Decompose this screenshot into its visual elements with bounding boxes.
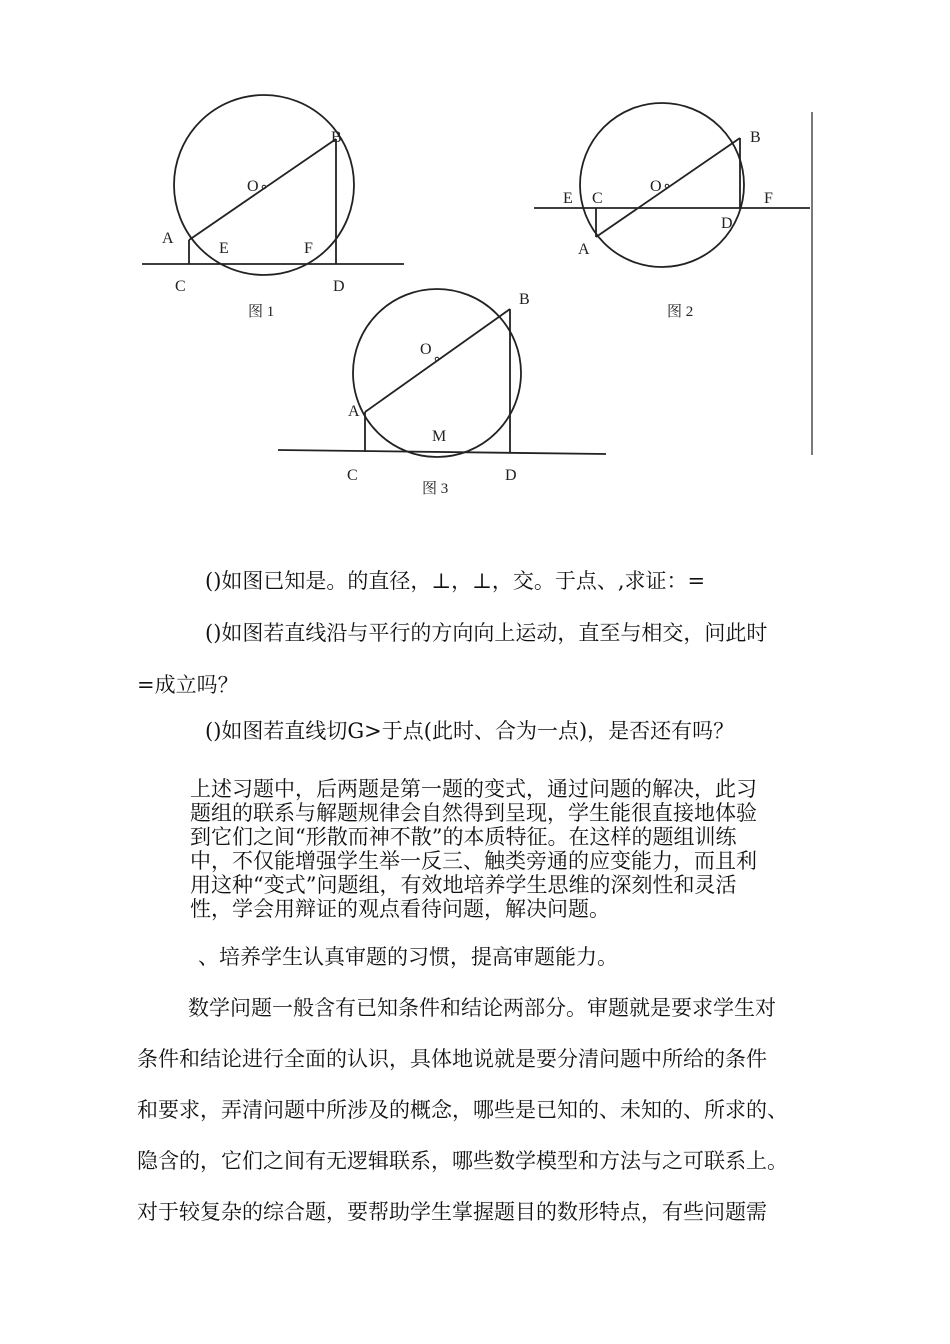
fig2-label-c: C xyxy=(592,190,603,207)
fig1-diameter-ab xyxy=(189,139,336,240)
question-2-line-2: =成立吗？ xyxy=(137,673,239,697)
commentary-line: 到它们之间“形散而神不散”的本质特征。在这样的题组训练 xyxy=(190,825,737,849)
fig2-label-o: O xyxy=(650,178,662,195)
commentary-paragraph xyxy=(190,777,757,921)
fig1-label-a: A xyxy=(162,230,174,247)
section-heading: 、培养学生认真审题的习惯，提高审题能力。 xyxy=(198,945,618,969)
fig1-label-o: O xyxy=(247,178,259,195)
fig3-label-a: A xyxy=(348,403,360,420)
fig2-label-d: D xyxy=(721,215,733,232)
commentary-line: 题组的联系与解题规律会自然得到呈现，学生能很直接地体验 xyxy=(190,801,757,825)
fig1-label-e: E xyxy=(219,240,229,257)
fig3-label-m: M xyxy=(432,428,447,445)
commentary-line: 用这种“变式”问题组，有效地培养学生思维的深刻性和灵活 xyxy=(190,873,737,897)
fig3-label-b: B xyxy=(519,291,530,308)
fig1-label-c: C xyxy=(175,278,186,295)
fig1-label-f: F xyxy=(304,240,313,257)
body-line-1: 数学问题一般含有已知条件和结论两部分。审题就是要求学生对 xyxy=(188,996,776,1020)
commentary-line: 上述习题中，后两题是第一题的变式，通过问题的解决，此习 xyxy=(190,777,757,801)
body-line-3: 和要求，弄清问题中所涉及的概念，哪些是已知的、未知的、所求的、 xyxy=(137,1098,788,1122)
fig3-tangent-line xyxy=(278,450,606,454)
fig3-label-o: O xyxy=(420,341,432,358)
commentary-line: 中，不仅能增强学生举一反三、触类旁通的应变能力，而且利 xyxy=(190,849,757,873)
commentary-line: 性，学会用辩证的观点看待问题，解决问题。 xyxy=(190,897,610,921)
body-line-5: 对于较复杂的综合题，要帮助学生掌握题目的数形特点，有些问题需 xyxy=(137,1200,767,1224)
body-line-4: 隐含的，它们之间有无逻辑联系，哪些数学模型和方法与之可联系上。 xyxy=(137,1149,788,1173)
question-1: ()如图已知是。的直径，⊥，⊥，交。于点、,求证：= xyxy=(205,569,706,593)
geometry-figures xyxy=(0,0,950,520)
fig2-caption: 图 2 xyxy=(667,304,694,320)
fig2-label-b: B xyxy=(750,129,761,146)
body-line-2: 条件和结论进行全面的认识，具体地说就是要分清问题中所给的条件 xyxy=(137,1047,767,1071)
fig3-caption: 图 3 xyxy=(422,481,449,497)
question-2-line-1: ()如图若直线沿与平行的方向向上运动，直至与相交，问此时 xyxy=(205,621,768,645)
fig2-label-e: E xyxy=(563,190,573,207)
question-3: ()如图若直线切G>于点(此时、合为一点)，是否还有吗？ xyxy=(205,719,735,743)
figure-2 xyxy=(534,103,812,455)
fig2-label-a: A xyxy=(578,241,590,258)
fig3-label-c: C xyxy=(347,467,358,484)
fig3-label-d: D xyxy=(505,467,517,484)
fig2-circle xyxy=(580,103,744,267)
fig2-label-f: F xyxy=(764,190,773,207)
figure-1 xyxy=(142,95,404,275)
fig1-caption: 图 1 xyxy=(248,304,275,320)
fig1-label-b: B xyxy=(331,129,342,146)
fig1-label-d: D xyxy=(333,278,345,295)
